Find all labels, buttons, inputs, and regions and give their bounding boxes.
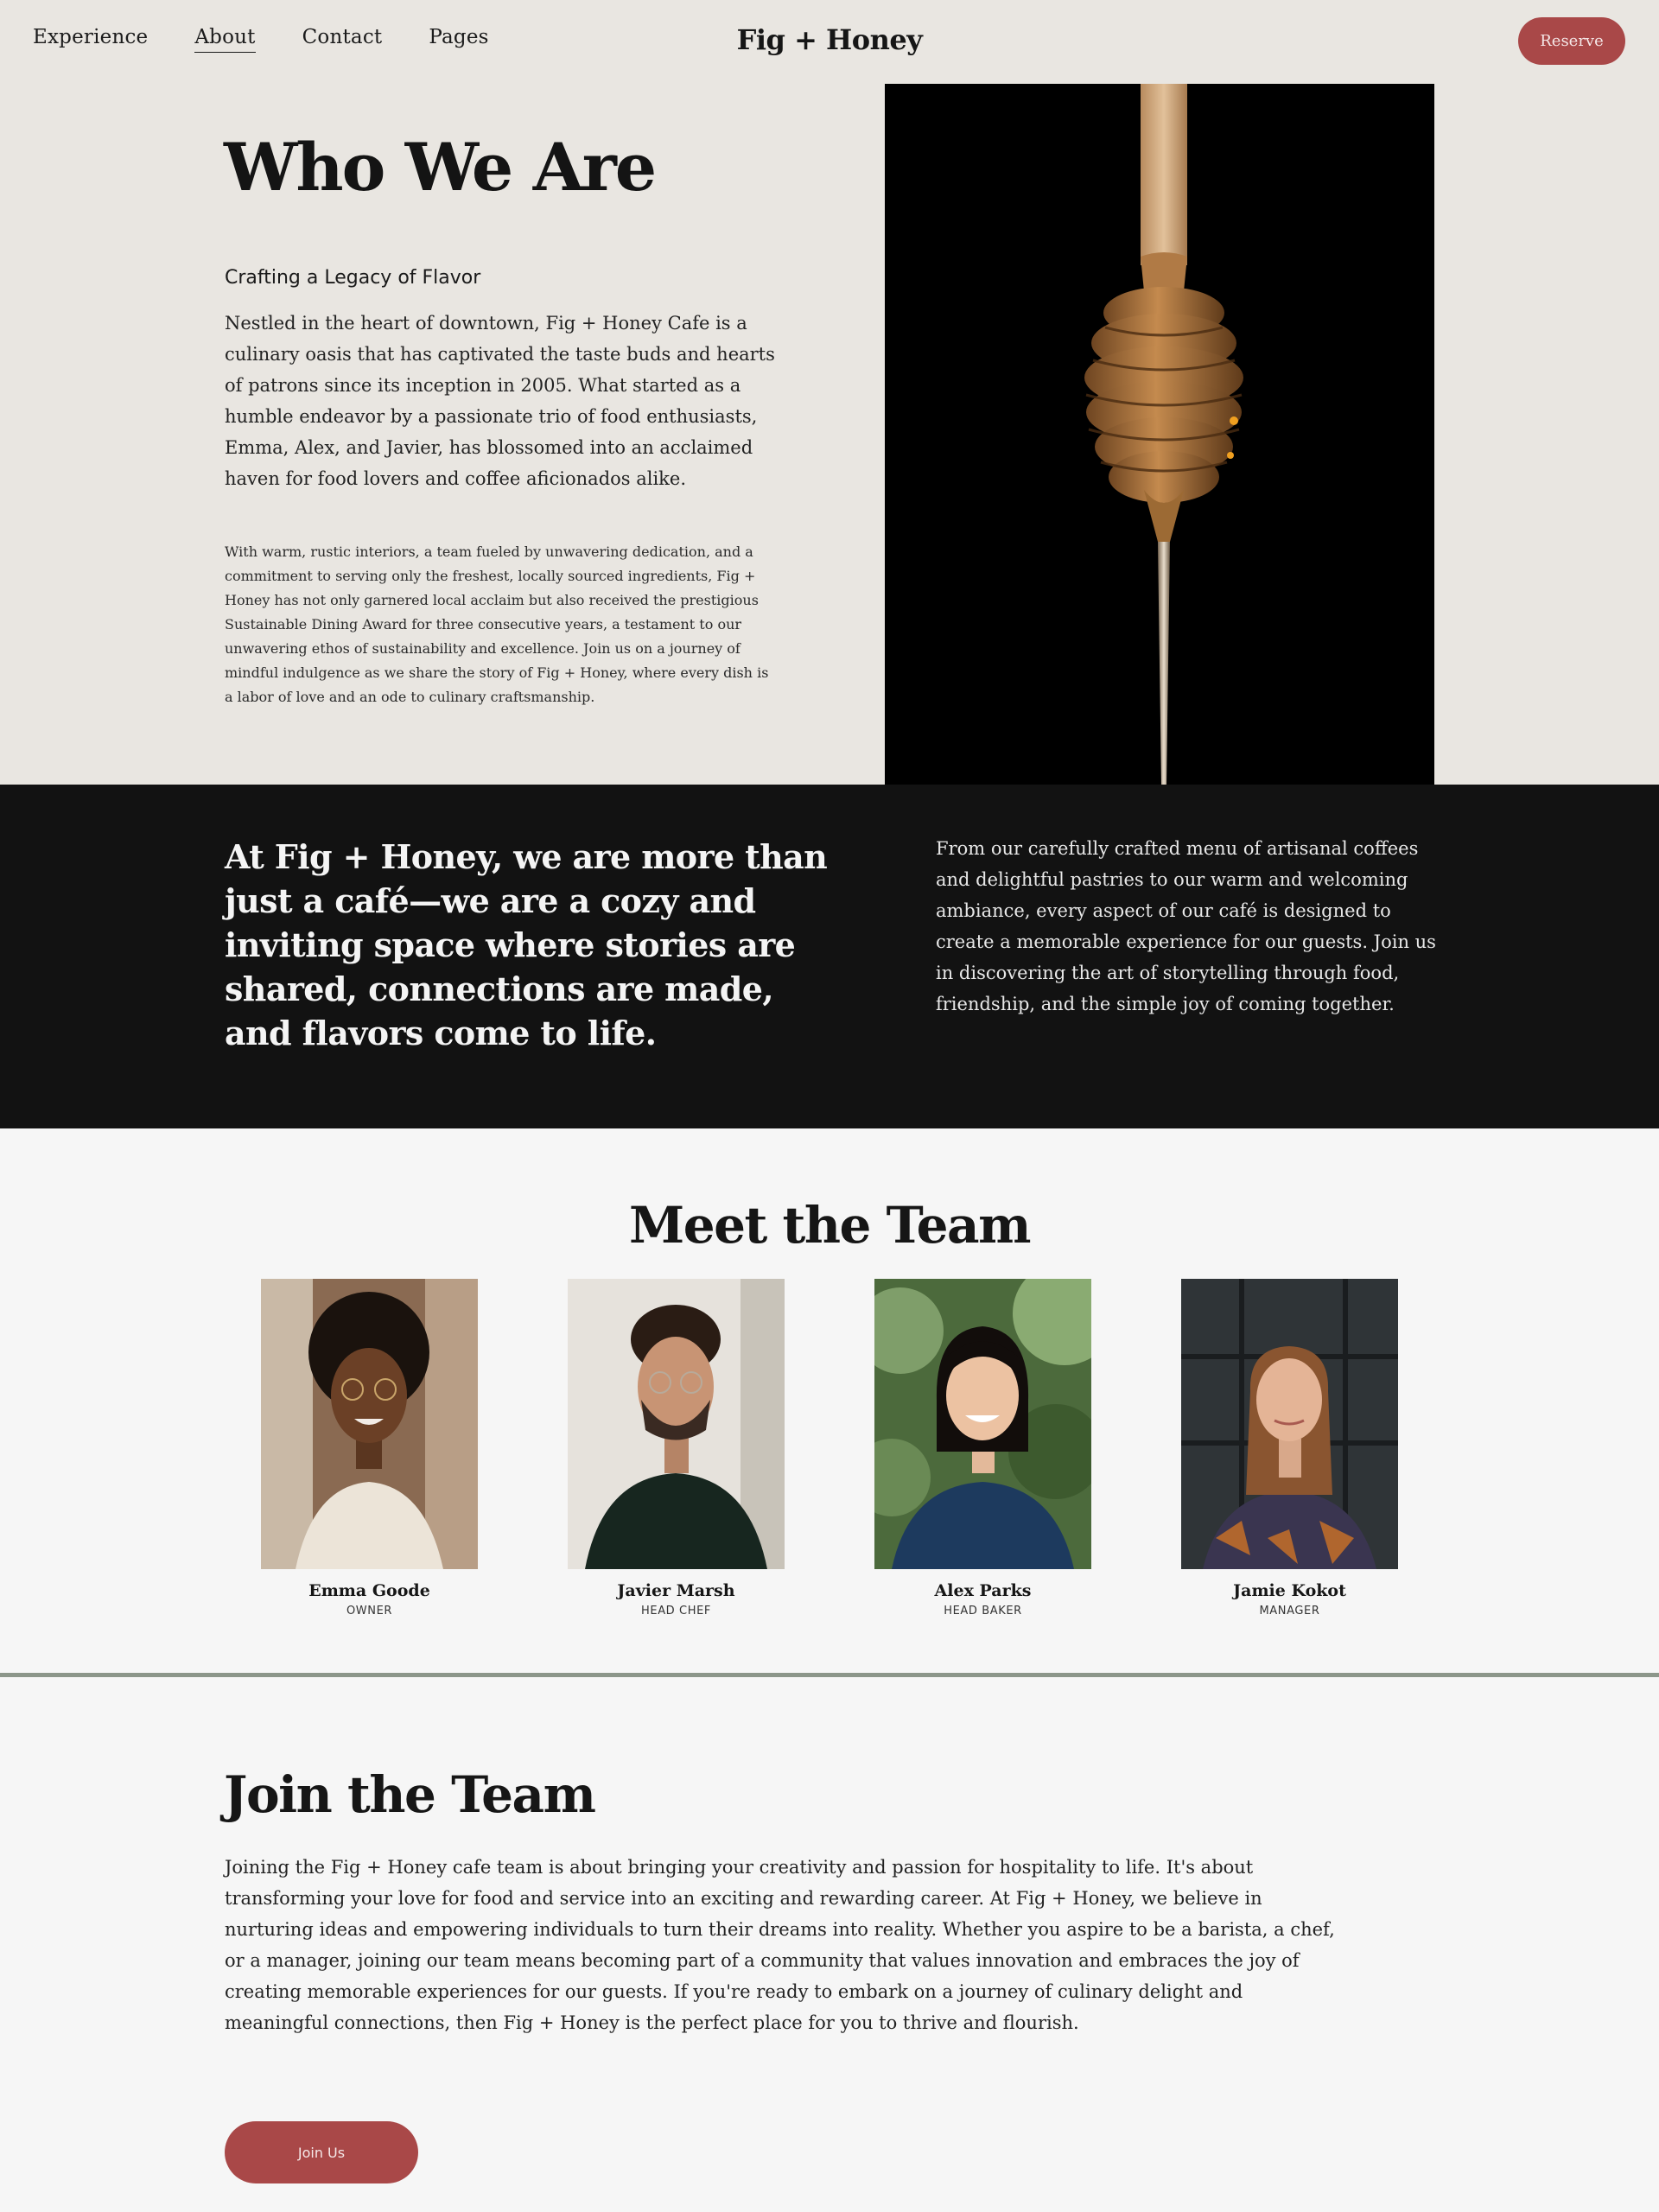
highlight-text: From our carefully crafted menu of artisanal coffees and delightful pastries to our warm and welcoming ambiance, every aspect of our café is designed to create a memorable experience for our guests. Join us in discovering the art of storytelling through food, friendship, and the simple joy of coming together. bbox=[936, 838, 1436, 1014]
team-member-photo bbox=[568, 1279, 785, 1569]
team-member-photo bbox=[874, 1279, 1091, 1569]
about-highlight-band bbox=[0, 785, 1659, 1128]
join-us-button[interactable]: Join Us bbox=[225, 2121, 418, 2183]
brand-logo[interactable]: Fig + Honey bbox=[736, 23, 923, 56]
team-title: Meet the Team bbox=[629, 1196, 1030, 1255]
nav-link-about[interactable]: About bbox=[194, 26, 255, 53]
join-title: Join the Team bbox=[224, 1765, 595, 1824]
team-member-name: Emma Goode bbox=[308, 1581, 430, 1600]
team-member-name: Alex Parks bbox=[934, 1581, 1032, 1600]
reserve-button[interactable]: Reserve bbox=[1518, 17, 1625, 65]
team-member-role: MANAGER bbox=[1259, 1605, 1320, 1618]
portrait-emma-goode bbox=[261, 1279, 478, 1569]
team-member-name: Javier Marsh bbox=[617, 1581, 735, 1600]
team-member-role: HEAD CHEF bbox=[641, 1605, 711, 1618]
portrait-jamie-kokot bbox=[1181, 1279, 1398, 1569]
hero-lead-paragraph: Nestled in the heart of downtown, Fig + Honey Cafe is a culinary oasis that has captivated the taste buds and hearts of patrons since its inception in 2005. What started as a humble endeavor by a passionate trio of food enthusiasts, Emma, Alex, and Javier, has blossomed into an acclaimed haven for food lovers and coffee aficionados alike. bbox=[225, 313, 775, 489]
highlight-quote: At Fig + Honey, we are more than just a café—we are a cozy and inviting space where stories are shared, connections are made, and flavors come to life. bbox=[225, 837, 828, 1052]
page-title: Who We Are bbox=[224, 129, 656, 206]
portrait-javier-marsh bbox=[568, 1279, 785, 1569]
team-member-card bbox=[1181, 1279, 1398, 1618]
join-the-team-section bbox=[0, 1677, 1659, 2212]
team-member-name: Jamie Kokot bbox=[1233, 1581, 1346, 1600]
hero-subtitle: Crafting a Legacy of Flavor bbox=[225, 267, 481, 289]
top-navigation bbox=[0, 0, 1659, 84]
team-member-card bbox=[874, 1279, 1091, 1618]
nav-link-contact[interactable]: Contact bbox=[302, 26, 383, 48]
team-member-role: HEAD BAKER bbox=[944, 1605, 1022, 1618]
join-description: Joining the Fig + Honey cafe team is about bringing your creativity and passion for hospitality to life. It's about transforming your love for food and service into an exciting and rewarding career. At Fig + Honey, we believe in nurturing ideas and empowering individuals to turn their dreams into reality. Whether you aspire to be a barista, a chef, or a manager, joining our team means becoming part of a community that values innovation and embraces the joy of creating memorable experiences for our guests. If you're ready to embark on a journey of culinary delight and meaningful connections, then Fig + Honey is the perfect place for you to thrive and flourish. bbox=[225, 1857, 1335, 2033]
meet-the-team-section bbox=[0, 1128, 1659, 1673]
team-member-photo bbox=[1181, 1279, 1398, 1569]
nav-link-pages[interactable]: Pages bbox=[429, 26, 489, 48]
team-member-photo bbox=[261, 1279, 478, 1569]
honey-dipper-illustration bbox=[885, 84, 1434, 785]
team-member-role: OWNER bbox=[346, 1605, 393, 1618]
nav-link-experience[interactable]: Experience bbox=[33, 26, 149, 48]
who-we-are-section bbox=[0, 84, 1659, 785]
hero-body-paragraph: With warm, rustic interiors, a team fueled by unwavering dedication, and a commitment to serving only the freshest, locally sourced ingredients, Fig + Honey has not only garnered local acclaim but also received the prestigious Sustainable Dining Award for three consecutive years, a testament to our unwavering ethos of sustainability and excellence. Join us on a journey of mindful indulgence as we share the story of Fig + Honey, where every dish is a labor of love and an ode to culinary craftsmanship. bbox=[225, 543, 769, 705]
honey-dipper-image bbox=[885, 84, 1434, 785]
portrait-alex-parks bbox=[874, 1279, 1091, 1569]
team-member-card bbox=[568, 1279, 785, 1618]
team-member-card bbox=[261, 1279, 478, 1618]
